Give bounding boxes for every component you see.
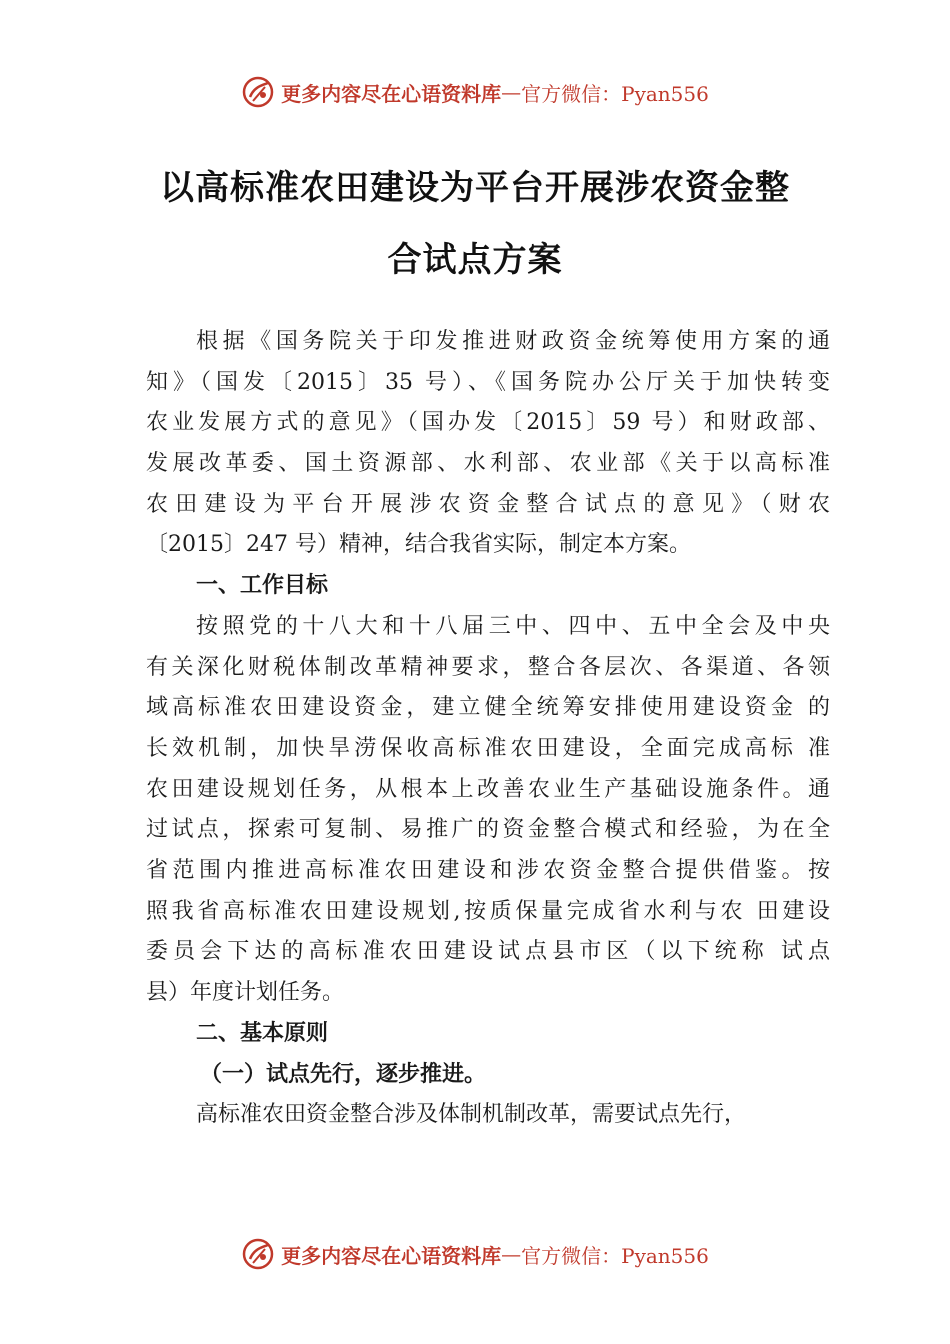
document-body xyxy=(146,322,830,1136)
watermark-account: 官方微信：Pyan556 xyxy=(521,81,709,106)
watermark-dash: — xyxy=(501,80,522,104)
goals-line: 过试点，探索可复制、易推广的资金整合模式和经验，为在全 xyxy=(146,817,830,843)
goals-line: 长效机制，加快旱涝保收高标准农田建设，全面完成高标 准 xyxy=(146,735,830,761)
intro-line: 知》（国发〔2015〕35 号）、《国务院办公厅关于加快转变 xyxy=(146,369,830,395)
watermark-label: 更多内容尽在心语资料库 xyxy=(281,1243,502,1268)
watermark-header xyxy=(0,72,950,112)
watermark-dash: — xyxy=(501,1242,522,1266)
document-title-line-2: 合试点方案 xyxy=(387,240,563,280)
goals-line: 县）年度计划任务。 xyxy=(146,980,345,1005)
intro-line: 农田建设为平台开展涉农资金整合试点的意见》（财农 xyxy=(146,491,830,517)
section-heading-principles: 二、基本原则 xyxy=(196,1020,329,1046)
principles-line: 高标准农田资金整合涉及体制机制改革，需要试点先行， xyxy=(196,1102,747,1128)
watermark-footer xyxy=(0,1234,950,1274)
goals-line: 域高标准农田建设资金，建立健全统筹安排使用建设资金 的 xyxy=(146,695,830,721)
intro-line: 发展改革委、国土资源部、水利部、农业部《关于以高标准 xyxy=(146,451,830,477)
goals-line: 农田建设规划任务，从根本上改善农业生产基础设施条件。通 xyxy=(146,776,830,802)
section-heading-goals: 一、工作目标 xyxy=(196,573,329,599)
intro-line: 〔2015〕247 号）精神，结合我省实际，制定本方案。 xyxy=(146,532,691,558)
intro-line: 根据《国务院关于印发推进财政资金统筹使用方案的通 xyxy=(196,329,830,354)
brand-logo-icon xyxy=(241,75,275,109)
subheading-pilot-first: （一）试点先行，逐步推进。 xyxy=(200,1061,487,1088)
document-title-line-1: 以高标准农田建设为平台开展涉农资金整 xyxy=(160,168,790,208)
goals-line: 有关深化财税体制改革精神要求，整合各层次、各渠道、各领 xyxy=(146,654,830,680)
watermark-label: 更多内容尽在心语资料库 xyxy=(281,81,502,106)
watermark-account: 官方微信：Pyan556 xyxy=(521,1243,709,1268)
goals-line: 照我省高标准农田建设规划,按质保量完成省水利与农 田建设 xyxy=(146,898,830,924)
goals-line: 省范围内推进高标准农田建设和涉农资金整合提供借鉴。按 xyxy=(146,857,830,883)
goals-line: 委员会下达的高标准农田建设试点县市区（以下统称 试点 xyxy=(146,939,830,965)
intro-line: 农业发展方式的意见》（国办发〔2015〕59 号）和财政部、 xyxy=(146,410,830,436)
brand-logo-icon xyxy=(241,1237,275,1271)
goals-line: 按照党的十八大和十八届三中、四中、五中全会及中央 xyxy=(196,613,830,639)
